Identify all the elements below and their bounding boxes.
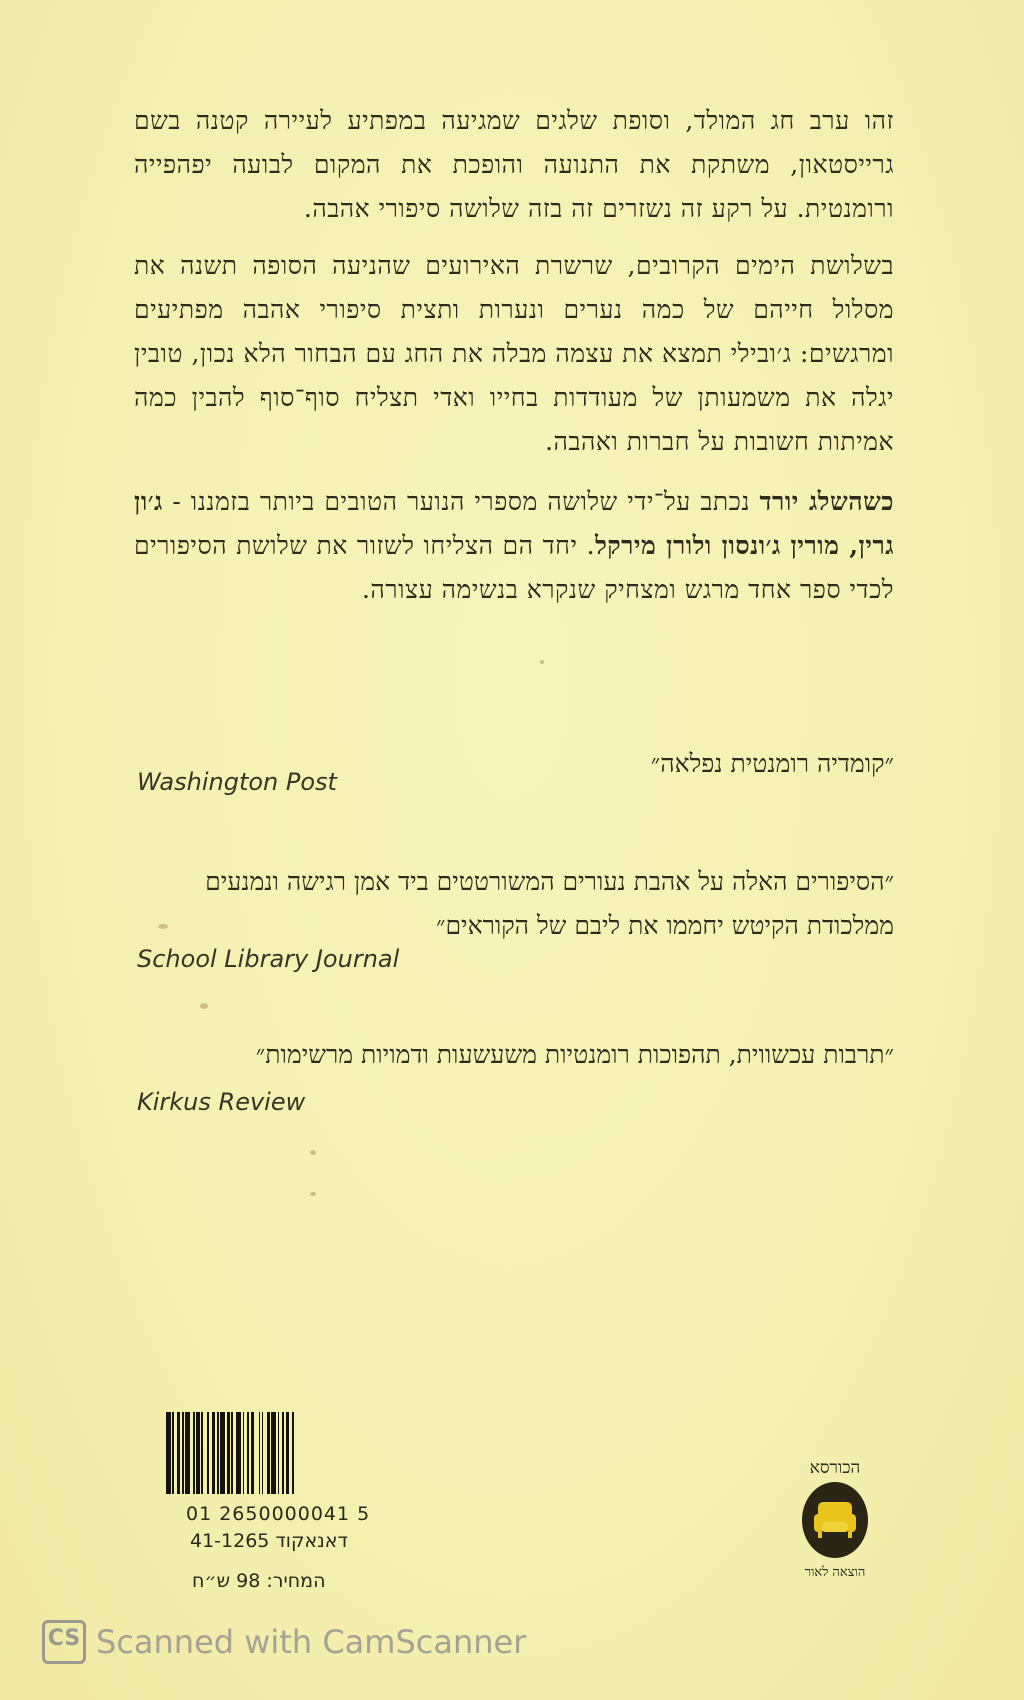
camscanner-logo-icon — [42, 1620, 86, 1664]
barcode-number: 01 2650000041 5 — [186, 1503, 371, 1525]
paper-speck — [200, 1003, 208, 1009]
review-quote: ״קומדיה רומנטית נפלאה״ — [650, 749, 894, 778]
publisher-label: הוצאה לאור — [804, 1565, 866, 1580]
review-quote: ״הסיפורים האלה על אהבת נעורים המשורטטים ביד אמן רגישה ונמנעים ממלכודת הקיטש יחממו את ליבם של הקוראים״ — [205, 867, 894, 940]
danacode: דאנאקוד 41-1265 — [190, 1530, 348, 1552]
blurb-text-part: נכתב על־ידי שלושה מספרי הנוער הטובים ביותר בזמננו - — [162, 487, 760, 516]
publisher-name: הכורסא — [809, 1458, 861, 1478]
blurb-paragraph-1 — [134, 99, 894, 231]
blurb-paragraph-2 — [134, 244, 894, 464]
camscanner-logo-text: CS — [47, 1626, 81, 1651]
paper-speck — [310, 1192, 316, 1196]
watermark-text: Scanned with CamScanner — [96, 1623, 527, 1661]
review-quote: ״תרבות עכשווית, תהפוכות רומנטיות משעשעות ודמויות מרשימות״ — [255, 1040, 894, 1069]
price: המחיר: 98 ש״ח — [192, 1570, 326, 1592]
blurb-paragraph-3 — [134, 480, 894, 612]
blurb-text — [134, 480, 894, 612]
paper-speck — [310, 1150, 316, 1155]
review-source: Kirkus Review — [137, 1088, 306, 1116]
blurb-text-part: . יחד הם הצליחו לשזור את שלושת הסיפורים לכדי ספר אחד מרגש ומצחיק שנקרא בנשימה עצורה. — [134, 531, 894, 604]
review-source: Washington Post — [137, 768, 337, 796]
blurb-text: בשלושת הימים הקרובים, שרשרת האירועים שהניעה הסופה תשנה את מסלול חייהם של כמה נערים ונערות ותצית סיפורי אהבה מפתיעים ומרגשים: ג׳ובילי תמצא את עצמה מבלה את החג עם הבחור הלא נכון, טובין יגלה את משמעותן של מעודדות בחייו ואדי תצליח סוף־סוף להבין כמה אמיתות חשובות על חברות ואהבה. — [134, 251, 894, 456]
review-source: School Library Journal — [137, 945, 400, 973]
authors: ג׳ון גרין, מורין ג׳ונסון ולורן מירקל — [134, 487, 894, 560]
medallion — [802, 1482, 868, 1558]
blurb-text: זהו ערב חג המולד, וסופת שלגים שמגיעה במפתיע לעיירה קטנה בשם גרייסטאון, משתקת את התנועה והופכת את המקום לבועה יפהפייה ורומנטית. על רקע זה נשזרים זה בזה שלושה סיפורי אהבה. — [134, 106, 894, 223]
armchair-icon — [812, 1496, 858, 1542]
barcode — [166, 1412, 366, 1494]
publisher-logo — [790, 1458, 880, 1588]
barcode-gap — [294, 1412, 299, 1494]
camscanner-watermark — [42, 1620, 526, 1664]
paper-speck — [540, 660, 544, 664]
book-title: כשהשלג יורד — [759, 487, 895, 516]
